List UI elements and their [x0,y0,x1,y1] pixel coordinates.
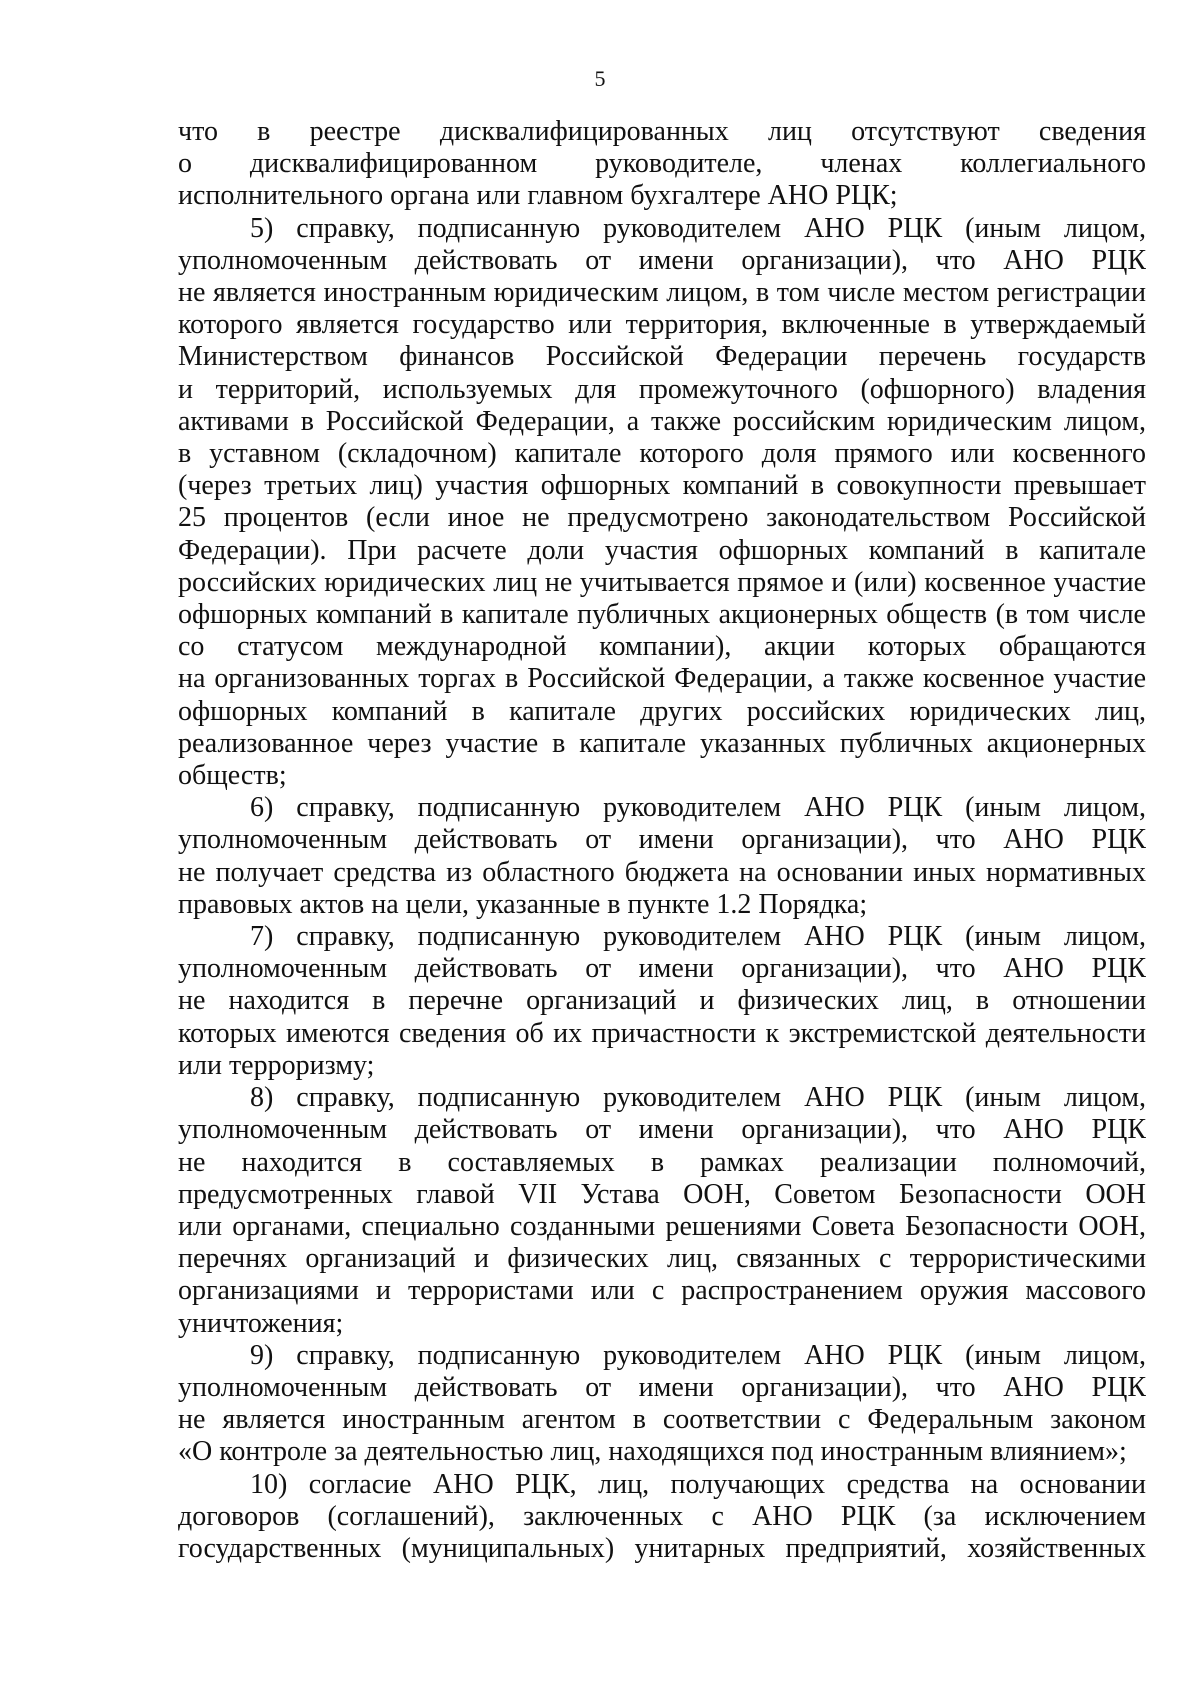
text-line: организациями и террористами или с распространением оружия массового [178,1275,1146,1307]
text-line: уполномоченным действовать от имени организации), что АНО РЦК [178,953,1146,985]
text-line: правовых актов на цели, указанные в пункте 1.2 Порядка; [178,888,868,920]
text-line: офшорных компаний в капитале других российских юридических лиц, [178,695,1146,727]
text-line: активами в Российской Федерации, а также российским юридическим лицом, [178,405,1146,437]
text-line: Федерации). При расчете доли участия офшорных компаний в капитале [178,534,1146,566]
text-line: уполномоченным действовать от имени организации), что АНО РЦК [178,244,1146,276]
paragraph-p9 [178,1340,1146,1469]
text-line: не находится в составляемых в рамках реализации полномочий, [178,1146,1146,1178]
text-line: или органами, специально созданными решениями Совета Безопасности ООН, [178,1210,1146,1242]
text-line: 10) согласие АНО РЦК, лиц, получающих средства на основании [250,1468,1146,1500]
text-line: не является иностранным юридическим лицом, в том числе местом регистрации [178,277,1146,309]
text-line: не является иностранным агентом в соответствии с Федеральным законом [178,1404,1146,1436]
text-line: 6) справку, подписанную руководителем АНО РЦК (иным лицом, [250,792,1146,824]
document-body [178,116,1146,1565]
text-line: договоров (соглашений), заключенных с АНО РЦК (за исключением [178,1500,1146,1532]
paragraph-p0 [178,116,1146,213]
text-line: на организованных торгах в Российской Федерации, а также косвенное участие [178,663,1146,695]
text-line: исполнительного органа или главном бухгалтере АНО РЦК; [178,180,898,212]
paragraph-p6 [178,792,1146,921]
paragraph-p8 [178,1082,1146,1340]
text-line: обществ; [178,760,287,792]
text-line: предусмотренных главой VII Устава ООН, Советом Безопасности ООН [178,1178,1146,1210]
text-line: перечнях организаций и физических лиц, связанных с террористическими [178,1243,1146,1275]
text-line: что в реестре дисквалифицированных лиц отсутствуют сведения [178,116,1146,147]
text-line: и территорий, используемых для промежуточного (офшорного) владения [178,373,1146,405]
text-line: государственных (муниципальных) унитарных предприятий, хозяйственных [178,1532,1146,1564]
text-line: не получает средства из областного бюджета на основании иных нормативных [178,856,1146,888]
text-line: о дисквалифицированном руководителе, членах коллегиального [178,148,1146,180]
text-line: которых имеются сведения об их причастности к экстремистской деятельности [178,1017,1146,1049]
text-line: офшорных компаний в капитале публичных акционерных обществ (в том числе [178,599,1146,631]
text-line: (через третьих лиц) участия офшорных компаний в совокупности превышает [178,470,1146,502]
text-line: не находится в перечне организаций и физических лиц, в отношении [178,985,1146,1017]
text-line: которого является государство или территория, включенные в утверждаемый [178,309,1146,341]
text-line: уничтожения; [178,1307,344,1339]
text-line: «О контроле за деятельностью лиц, находящихся под иностранным влиянием»; [178,1436,1127,1468]
text-line: 8) справку, подписанную руководителем АНО РЦК (иным лицом, [250,1082,1146,1114]
text-line: в уставном (складочном) капитале которого доля прямого или косвенного [178,438,1146,470]
text-line: уполномоченным действовать от имени организации), что АНО РЦК [178,1114,1146,1146]
page-number: 5 [594,66,606,91]
text-line: 5) справку, подписанную руководителем АНО РЦК (иным лицом, [250,212,1146,244]
text-line: российских юридических лиц не учитывается прямое и (или) косвенное участие [178,566,1146,598]
text-line: уполномоченным действовать от имени организации), что АНО РЦК [178,824,1146,856]
paragraph-p7 [178,921,1146,1082]
text-line: или терроризму; [178,1049,375,1081]
text-line: реализованное через участие в капитале указанных публичных акционерных [178,727,1146,759]
text-line: 9) справку, подписанную руководителем АНО РЦК (иным лицом, [250,1339,1146,1371]
text-line: уполномоченным действовать от имени организации), что АНО РЦК [178,1371,1146,1403]
text-line: Министерством финансов Российской Федерации перечень государств [178,341,1146,373]
paragraph-p5 [178,213,1146,793]
text-line: 7) справку, подписанную руководителем АНО РЦК (иным лицом, [250,921,1146,953]
text-line: 25 процентов (если иное не предусмотрено законодательством Российской [178,502,1146,534]
paragraph-p10 [178,1469,1146,1566]
text-line: со статусом международной компании), акции которых обращаются [178,631,1146,663]
